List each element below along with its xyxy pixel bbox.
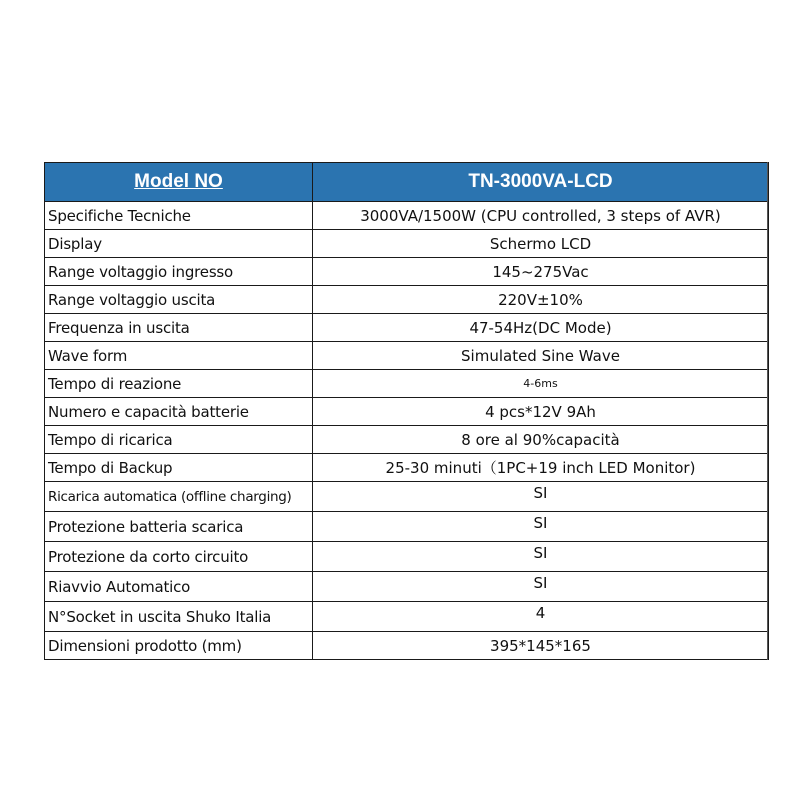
row-value: 47-54Hz(DC Mode) [313, 314, 769, 342]
row-value: 4 pcs*12V 9Ah [313, 398, 769, 426]
header-model-no-text: Model NO [134, 171, 223, 192]
table-row [45, 426, 769, 454]
row-label: Frequenza in uscita [45, 314, 313, 342]
header-model-value: TN-3000VA-LCD [313, 163, 769, 202]
row-label: Dimensioni prodotto (mm) [45, 632, 313, 660]
table-row [45, 286, 769, 314]
header-model-no [45, 163, 313, 202]
row-value: Schermo LCD [313, 230, 769, 258]
row-label: Tempo di reazione [45, 370, 313, 398]
table-row [45, 602, 769, 632]
row-value: 8 ore al 90%capacità [313, 426, 769, 454]
row-value: 395*145*165 [313, 632, 769, 660]
spec-table [44, 162, 769, 660]
table-row [45, 230, 769, 258]
row-label: Tempo di Backup [45, 454, 313, 482]
table-row [45, 398, 769, 426]
row-label: Numero e capacità batterie [45, 398, 313, 426]
table-row [45, 512, 769, 542]
table-right-edge-rule [767, 162, 768, 660]
row-label: Ricarica automatica (offline charging) [45, 482, 313, 512]
row-label: Protezione da corto circuito [45, 542, 313, 572]
table-row [45, 632, 769, 660]
table-row [45, 342, 769, 370]
row-value: 4-6ms [313, 370, 769, 398]
table-row [45, 572, 769, 602]
table-row [45, 202, 769, 230]
row-value: 3000VA/1500W (CPU controlled, 3 steps of AVR) [313, 202, 769, 230]
row-value: Simulated Sine Wave [313, 342, 769, 370]
table-row [45, 314, 769, 342]
row-label: Specifiche Tecniche [45, 202, 313, 230]
table-row [45, 258, 769, 286]
row-label: Riavvio Automatico [45, 572, 313, 602]
row-value: SI [313, 572, 769, 602]
table-header-row [45, 163, 769, 202]
row-label: Range voltaggio uscita [45, 286, 313, 314]
row-value: 4 [313, 602, 769, 632]
table-row [45, 482, 769, 512]
row-value: SI [313, 482, 769, 512]
table-row [45, 370, 769, 398]
row-value: 220V±10% [313, 286, 769, 314]
row-value: SI [313, 542, 769, 572]
row-label: Wave form [45, 342, 313, 370]
row-value: 25-30 minuti（1PC+19 inch LED Monitor) [313, 454, 769, 482]
table-row [45, 454, 769, 482]
row-label: N°Socket in uscita Shuko Italia [45, 602, 313, 632]
row-label: Display [45, 230, 313, 258]
row-value: 145~275Vac [313, 258, 769, 286]
table-row [45, 542, 769, 572]
row-value: SI [313, 512, 769, 542]
row-label: Protezione batteria scarica [45, 512, 313, 542]
row-label: Range voltaggio ingresso [45, 258, 313, 286]
row-label: Tempo di ricarica [45, 426, 313, 454]
